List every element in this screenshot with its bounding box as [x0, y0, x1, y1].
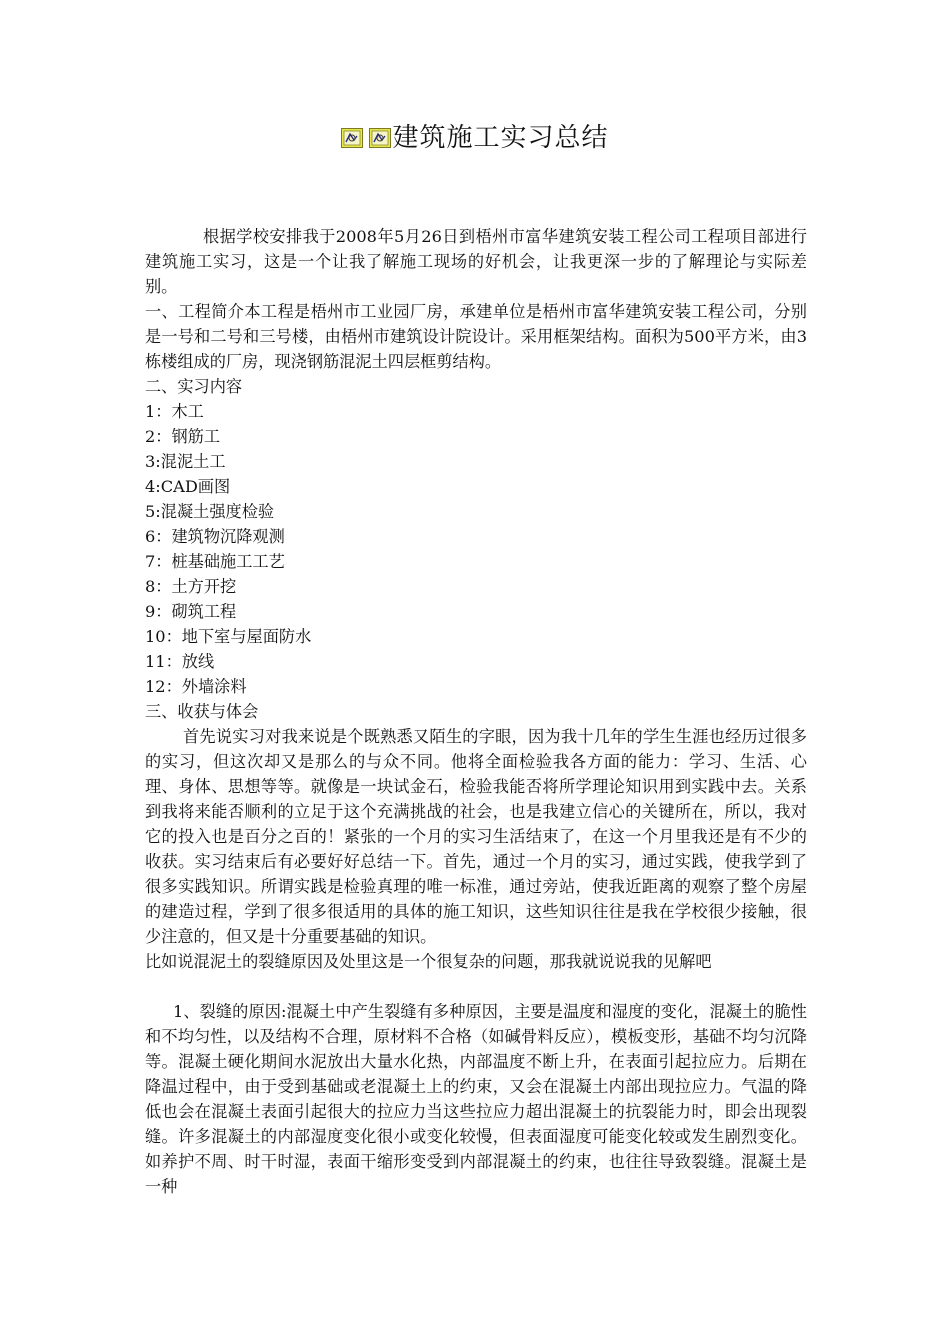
list-item: 2：钢筋工	[145, 427, 221, 446]
section-heading: 三、收获与体会	[145, 702, 259, 721]
list-item: 12：外墙涂料	[145, 677, 247, 696]
crack-cause-paragraph: 1、裂缝的原因:混凝土中产生裂缝有多种原因，主要是温度和湿度的变化，混凝土的脆性和不均匀性，以及结构不合理，原材料不合格（如碱骨料反应），模板变形，基础不均匀沉降等。混凝土硬化期间水泥放出大量水化热，内部温度不断上升，在表面引起拉应力。后期在降温过程中，由于受到基础或老混凝土上的约束，又会在混凝土内部出现拉应力。气温的降低也会在混凝土表面引起很大的拉应力当这些拉应力超出混凝土的抗裂能力时，即会出现裂缝。许多混凝土的内部湿度变化很小或变化较慢，但表面湿度可能变化较或发生剧烈变化。如养护不周、时干时湿，表面干缩形变受到内部混凝土的约束，也往往导致裂缝。混凝土是一种	[145, 1002, 807, 1196]
project-overview-paragraph: 一、工程简介本工程是梧州市工业园厂房，承建单位是梧州市富华建筑安装工程公司，分别是一号和二号和三号楼，由梧州市建筑设计院设计。采用框架结构。面积为500平方米，由3栋楼组成的厂房，现浇钢筋混泥土四层框剪结构。	[145, 302, 807, 371]
list-item: 1：木工	[145, 402, 204, 421]
document-body	[145, 224, 807, 1199]
list-item: 5:混凝土强度检验	[145, 502, 275, 521]
list-item: 8：土方开挖	[145, 577, 237, 596]
list-item: 7：桩基础施工工艺	[145, 552, 285, 571]
title-row	[0, 118, 950, 158]
section-heading: 二、实习内容	[145, 377, 243, 396]
crack-intro-paragraph: 比如说混泥土的裂缝原因及处里这是一个很复杂的问题，那我就说说我的见解吧	[145, 952, 712, 971]
list-item: 6：建筑物沉降观测	[145, 527, 285, 546]
list-item: 3:混泥土工	[145, 452, 226, 471]
list-item: 9：砌筑工程	[145, 602, 237, 621]
list-item: 11：放线	[145, 652, 215, 671]
reflection-paragraph: 首先说实习对我来说是个既熟悉又陌生的字眼，因为我十几年的学生生涯也经历过很多的实习，但这次却又是那么的与众不同。他将全面检验我各方面的能力：学习、生活、心理、身体、思想等等。就像是一块试金石，检验我能否将所学理论知识用到实践中去。关系到我将来能否顺利的立足于这个充满挑战的社会，也是我建立信心的关键所在，所以，我对它的投入也是百分之百的！紧张的一个月的实习生活结束了，在这一个月里我还是有不少的收获。实习结束后有必要好好总结一下。首先，通过一个月的实习，通过实践，使我学到了很多实践知识。所谓实践是检验真理的唯一标准，通过旁站，使我近距离的观察了整个房屋的建造过程，学到了很多很适用的具体的施工知识，这些知识往往是我在学校很少接触，很少注意的，但又是十分重要基础的知识。	[145, 727, 807, 946]
page-title: 建筑施工实习总结	[392, 123, 609, 153]
list-item: 4:CAD画图	[145, 477, 231, 496]
document-icon	[369, 128, 391, 148]
list-item: 10：地下室与屋面防水	[145, 627, 312, 646]
paragraph-spacer	[145, 974, 807, 999]
title-icon-group	[341, 128, 390, 149]
intro-paragraph: 根据学校安排我于2008年5月26日到梧州市富华建筑安装工程公司工程项目部进行建筑施工实习，这是一个让我了解施工现场的好机会，让我更深一步的了解理论与实际差别。	[145, 227, 807, 296]
document-icon	[341, 128, 363, 148]
